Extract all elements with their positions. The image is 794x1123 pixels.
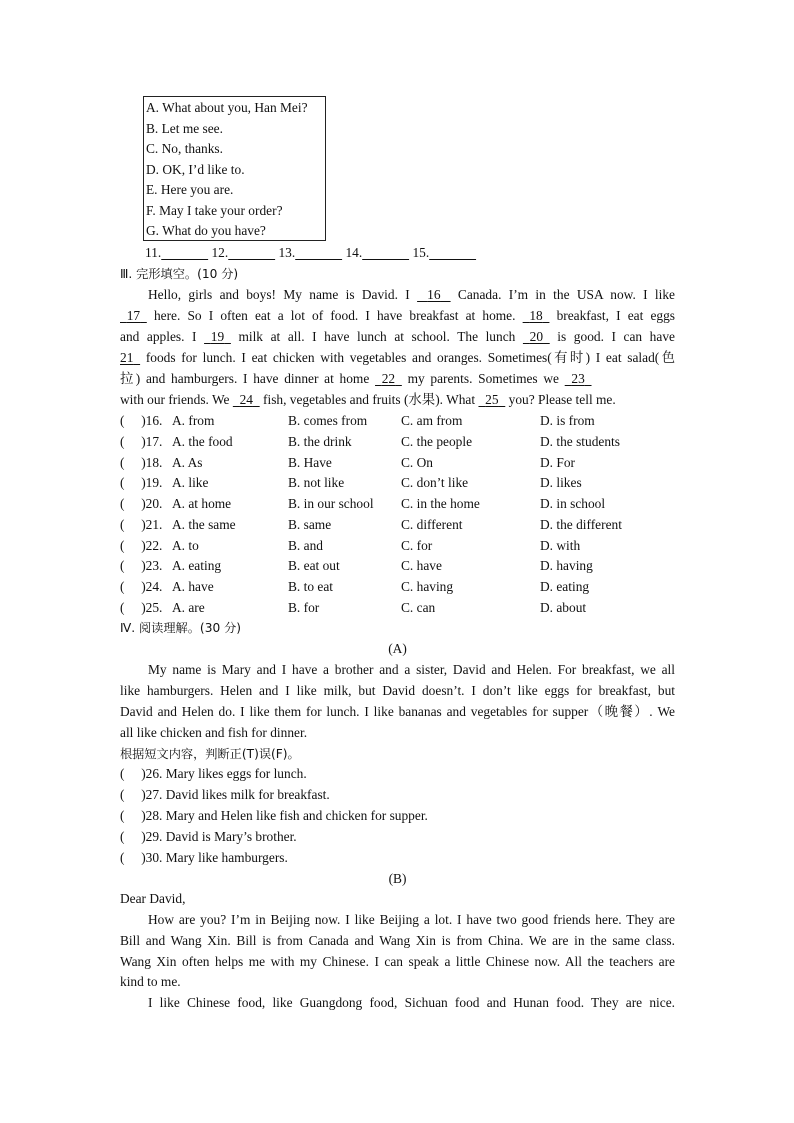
answer-blank-14[interactable]: ​ bbox=[362, 245, 410, 260]
answer-blank-12[interactable]: ​ bbox=[228, 245, 276, 260]
question-number: ( )22. bbox=[120, 537, 163, 553]
choice-a[interactable]: A. the same bbox=[172, 516, 236, 532]
answer-label-12: 12. bbox=[211, 245, 229, 260]
choice-b[interactable]: B. the drink bbox=[288, 433, 352, 449]
blank-16[interactable]: 16 bbox=[427, 287, 441, 302]
choice-b[interactable]: B. in our school bbox=[288, 496, 374, 511]
tf-question-28: ( )28. Mary and Helen like fish and chicken for supper. bbox=[120, 808, 428, 823]
answer-blank-13[interactable]: ​ bbox=[295, 245, 343, 260]
choice-a[interactable]: A. are bbox=[172, 599, 205, 615]
mc-question-row bbox=[120, 556, 680, 576]
choice-c[interactable]: C. the people bbox=[401, 433, 473, 449]
blank-23[interactable]: 23 bbox=[571, 371, 585, 386]
section3-title: Ⅲ. 完形填空。(10 分) bbox=[120, 267, 239, 281]
passage-b-line-2: Bill and Wang Xin. Bill is from Canada and Wang Xin is from China. We are in the same class. bbox=[120, 933, 675, 948]
option-c: C. No, thanks. bbox=[146, 141, 223, 156]
choice-c[interactable]: C. am from bbox=[401, 413, 463, 428]
choice-c[interactable]: C. don’t like bbox=[401, 475, 469, 491]
blank-22[interactable]: 22 bbox=[381, 371, 396, 386]
mc-question-row bbox=[120, 453, 680, 473]
choice-d[interactable]: D. likes bbox=[540, 475, 582, 491]
choice-d[interactable]: D. about bbox=[540, 599, 587, 615]
mc-question-row bbox=[120, 473, 680, 493]
question-number: ( )19. bbox=[120, 475, 163, 491]
choice-a[interactable]: A. eating bbox=[172, 558, 222, 574]
passage-a-line-2: like hamburgers. Helen and I like milk, but David doesn’t. I don’t like eggs for breakfast, but bbox=[120, 683, 675, 698]
choice-d[interactable]: D. is from bbox=[540, 413, 595, 428]
answer-blank-11[interactable]: ​ bbox=[161, 245, 209, 260]
passage-a-line-1: My name is Mary and I have a brother and a sister, David and Helen. For breakfast, we all bbox=[148, 662, 675, 677]
blank-20[interactable]: 20 bbox=[529, 329, 544, 344]
blank-19[interactable]: 19 bbox=[210, 329, 225, 344]
choice-a[interactable]: A. to bbox=[172, 537, 199, 553]
choice-b[interactable]: B. comes from bbox=[288, 413, 368, 428]
cloze-line-2: 17 here. So I often eat a lot of food. I have breakfast at home. 18 breakfast, I eat eggs bbox=[120, 306, 675, 326]
choice-a[interactable]: A. like bbox=[172, 475, 209, 491]
option-b: B. Let me see. bbox=[146, 121, 223, 136]
choice-a[interactable]: A. at home bbox=[172, 496, 232, 511]
blank-21[interactable]: 21 bbox=[120, 350, 134, 365]
mc-question-row bbox=[120, 432, 680, 452]
option-e: E. Here you are. bbox=[146, 182, 234, 197]
question-number: ( )23. bbox=[120, 558, 163, 574]
question-number: ( )25. bbox=[120, 599, 163, 615]
question-number: ( )24. bbox=[120, 579, 163, 594]
choice-c[interactable]: C. different bbox=[401, 516, 463, 532]
passage-a-line-3: David and Helen do. I like them for lunch. I like bananas and vegetables for supper（晚餐）. We bbox=[120, 704, 675, 719]
answer-label-13: 13. bbox=[278, 245, 296, 260]
choice-c[interactable]: C. in the home bbox=[401, 496, 480, 511]
choice-b[interactable]: B. eat out bbox=[288, 558, 340, 574]
choice-c[interactable]: C. having bbox=[401, 579, 454, 594]
letter-greeting: Dear David, bbox=[120, 891, 186, 906]
blank-25[interactable]: 25 bbox=[485, 392, 499, 407]
tf-question-27: ( )27. David likes milk for breakfast. bbox=[120, 787, 330, 802]
choice-b[interactable]: B. Have bbox=[288, 454, 332, 470]
choice-b[interactable]: B. not like bbox=[288, 475, 345, 491]
section4-title: Ⅳ. 阅读理解。(30 分) bbox=[120, 621, 242, 635]
mc-question-row bbox=[120, 494, 680, 514]
option-a: A. What about you, Han Mei? bbox=[146, 100, 308, 115]
question-number: ( )16. bbox=[120, 413, 163, 428]
passage-b-line-4: kind to me. bbox=[120, 974, 181, 989]
tf-question-29: ( )29. David is Mary’s brother. bbox=[120, 829, 297, 844]
choice-b[interactable]: B. to eat bbox=[288, 579, 333, 594]
question-number: ( )18. bbox=[120, 454, 163, 470]
choice-c[interactable]: C. have bbox=[401, 558, 442, 574]
passage-b-line-3: Wang Xin often helps me with my Chinese. I can speak a little Chinese now. All the teachers are bbox=[120, 954, 675, 969]
choice-b[interactable]: B. for bbox=[288, 599, 320, 615]
option-f: F. May I take your order? bbox=[146, 203, 283, 218]
choice-c[interactable]: C. for bbox=[401, 537, 433, 553]
answer-label-14: 14. bbox=[345, 245, 363, 260]
choice-b[interactable]: B. same bbox=[288, 516, 332, 532]
choice-c[interactable]: C. On bbox=[401, 454, 433, 470]
question-number: ( )17. bbox=[120, 433, 163, 449]
blank-17[interactable]: 17 bbox=[126, 308, 141, 323]
cloze-line-6: with our friends. We 24 fish, vegetables and fruits (水果). What 25 you? Please tell me. bbox=[120, 390, 616, 410]
choice-d[interactable]: D. in school bbox=[540, 496, 606, 511]
choice-a[interactable]: A. have bbox=[172, 579, 214, 594]
dialogue-options-box bbox=[143, 96, 326, 241]
passage-b-line-1: How are you? I’m in Beijing now. I like Beijing a lot. I have two good friends here. They are bbox=[148, 912, 675, 927]
mc-question-row bbox=[120, 536, 680, 556]
choice-a[interactable]: A. from bbox=[172, 413, 215, 428]
mc-question-row bbox=[120, 598, 680, 618]
answer-label-15: 15. bbox=[412, 245, 430, 260]
question-number: ( )21. bbox=[120, 516, 163, 532]
tf-question-26: ( )26. Mary likes eggs for lunch. bbox=[120, 766, 307, 781]
choice-a[interactable]: A. As bbox=[172, 454, 203, 470]
option-d: D. OK, I’d like to. bbox=[146, 162, 245, 177]
passage-a-label: (A) bbox=[388, 641, 407, 656]
mc-question-row bbox=[120, 411, 680, 431]
blank-18[interactable]: 18 bbox=[529, 308, 543, 323]
passage-b-line-5: I like Chinese food, like Guangdong food, Sichuan food and Hunan food. They are nice. bbox=[148, 995, 675, 1010]
cloze-line-1: Hello, girls and boys! My name is David. I 16 Canada. I’m in the USA now. I like bbox=[148, 285, 675, 305]
tf-question-30: ( )30. Mary like hamburgers. bbox=[120, 850, 288, 865]
choice-d[interactable]: D. having bbox=[540, 558, 593, 574]
choice-d[interactable]: D. the students bbox=[540, 433, 620, 449]
mc-question-row bbox=[120, 515, 680, 535]
option-g: G. What do you have? bbox=[146, 223, 266, 238]
choice-a[interactable]: A. the food bbox=[172, 433, 233, 449]
passage-a-line-4: all like chicken and fish for dinner. bbox=[120, 725, 308, 740]
cloze-line-5: 拉) and hamburgers. I have dinner at home 22 my parents. Sometimes we 23 bbox=[120, 369, 675, 389]
mc-question-row bbox=[120, 577, 680, 597]
choice-c[interactable]: C. can bbox=[401, 599, 436, 615]
answer-line bbox=[145, 243, 476, 263]
passage-b-label: (B) bbox=[388, 871, 407, 886]
choice-d[interactable]: D. For bbox=[540, 454, 575, 470]
tf-instruction: 根据短文内容，判断正(T)误(F)。 bbox=[120, 747, 300, 761]
choice-d[interactable]: D. the different bbox=[540, 516, 622, 532]
cloze-line-3: and apples. I 19 milk at all. I have lunch at school. The lunch 20 is good. I can have bbox=[120, 327, 675, 347]
choice-d[interactable]: D. eating bbox=[540, 579, 590, 594]
choice-d[interactable]: D. with bbox=[540, 537, 581, 553]
answer-label-11: 11. bbox=[145, 245, 162, 260]
blank-24[interactable]: 24 bbox=[239, 392, 253, 407]
question-number: ( )20. bbox=[120, 496, 163, 511]
answer-blank-15[interactable]: ​ bbox=[429, 245, 477, 260]
cloze-line-4: 21 foods for lunch. I eat chicken with vegetables and oranges. Sometimes(有时) I eat salad(色 bbox=[120, 348, 675, 368]
choice-b[interactable]: B. and bbox=[288, 537, 323, 553]
